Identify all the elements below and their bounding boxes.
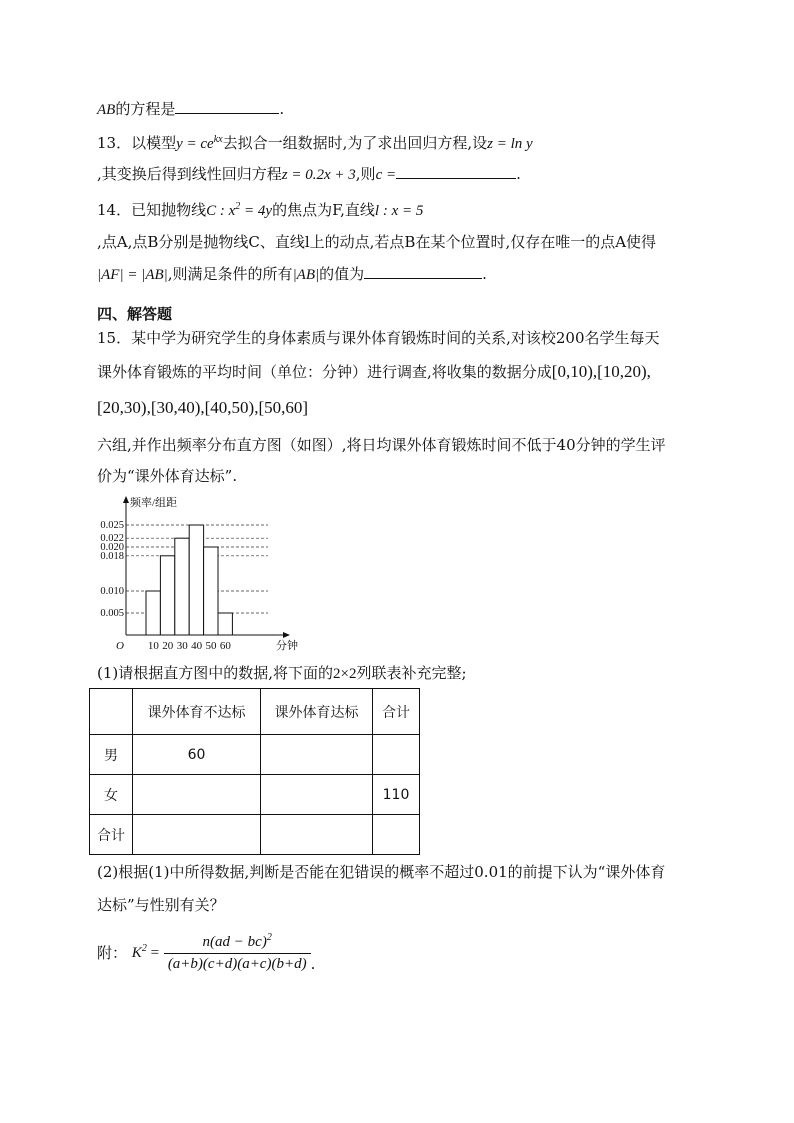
p13-text2: 去拟合一组数据时,为了求出回归方程,设: [222, 134, 488, 152]
y-tick-label-3: 0.018: [100, 550, 124, 562]
p13-line2: ,其变换后得到线性回归方程z = 0.2x + 3,则c = .: [97, 165, 521, 183]
bar-10-20: [160, 556, 174, 635]
table-cell: 女: [90, 775, 133, 815]
p14-ab: |AB|: [292, 267, 320, 283]
table-header-row: [90, 689, 420, 735]
table-cell[interactable]: [133, 775, 261, 815]
p14-number: 14．: [97, 201, 132, 219]
p15-line3: [97, 397, 308, 419]
y-tick-label-1: 0.022: [100, 533, 124, 545]
p13-text3: ,其变换后得到线性回归方程: [97, 165, 282, 183]
bar-50-60: [218, 613, 232, 635]
x-axis-arrow: [283, 632, 290, 638]
p14-text5: 的值为: [319, 265, 365, 283]
p14-parabola: C : $x^2 = 4y$: [206, 201, 273, 219]
section-title: 四、解答题: [97, 305, 173, 323]
p15-q2-text2: 达标”与性别有关？: [97, 896, 225, 914]
p15-q1-text2: 列联表补充完整;: [356, 664, 467, 682]
p14-line1: [97, 196, 423, 222]
p12-tail: AB的方程是 .: [97, 100, 285, 118]
p12-text: 的方程是: [115, 100, 176, 118]
p14-answer-blank[interactable]: [364, 264, 482, 279]
p15-line1: [97, 327, 660, 349]
x-axis-label: 分钟: [276, 640, 298, 652]
p14-line-eq: l : x = 5: [374, 203, 424, 219]
appendix-label: 附：: [97, 944, 128, 962]
p15-text4: 六组,并作出频率分布直方图（如图）,将日均课外体育锻炼时间不低于40分钟的学生评: [97, 436, 666, 454]
x-tick-label-30: 30: [176, 640, 188, 652]
x-tick-label-50: 50: [205, 640, 217, 652]
p13-text: 以模型: [131, 134, 177, 152]
p14-text: 已知抛物线: [131, 201, 207, 219]
p15-q2-line1: [97, 861, 665, 883]
x-tick-label-20: 20: [162, 640, 174, 652]
p15-intervals-b: [20,30),[30,40),[40,50),[50,60]: [97, 398, 309, 417]
k2-fraction: [164, 932, 311, 973]
table-cell[interactable]: [373, 815, 420, 855]
y-tick-label-0: 0.025: [100, 520, 124, 531]
table-row: [90, 815, 420, 855]
y-axis-label: 频率/组距: [130, 497, 178, 509]
table-cell[interactable]: [261, 815, 373, 855]
p15-q1-text: (1)请根据直方图中的数据,将下面的: [97, 664, 334, 682]
x-tick-label-10: 10: [147, 640, 159, 652]
y-axis-arrow: [123, 496, 129, 503]
p15-number: 15．: [97, 329, 132, 347]
y-tick-label-5: 0.005: [100, 608, 124, 619]
k2-symbol: $K^2$ =: [131, 943, 160, 961]
table-cell[interactable]: 110: [373, 775, 420, 815]
p13-reg: z = 0.2x + 3: [281, 167, 356, 183]
p15-q2-line2: [97, 894, 225, 916]
p15-q1-dim: 2×2: [333, 666, 357, 682]
appendix-formula: [97, 932, 315, 973]
x-tick-label-60: 60: [219, 640, 231, 652]
table-cell: 合计: [90, 815, 133, 855]
table-cell[interactable]: [373, 735, 420, 775]
p14-line2: [97, 231, 656, 253]
formula-period: .: [310, 955, 316, 973]
p14-text3: ,点A,点B分别是抛物线C、直线l上的动点,若点B在某个位置时,仅存在唯一的点A使得: [97, 233, 657, 251]
p15-line2: [97, 361, 651, 383]
fraction-numerator: n(ad − bc)$^2$: [202, 932, 272, 950]
p15-q2-text1: (2)根据(1)中所得数据,判断是否能在犯错误的概率不超过0.01的前提下认为“课外体育: [97, 863, 666, 881]
p15-q1: [97, 662, 467, 685]
origin-label: O: [116, 640, 124, 652]
p12-answer-blank[interactable]: [175, 99, 279, 114]
table-cell: 男: [90, 735, 133, 775]
p15-line5: [97, 465, 237, 487]
p14-eq: |AF| = |AB|: [97, 267, 168, 283]
frequency-histogram: [90, 492, 305, 657]
p15-text2: 课外体育锻炼的平均时间（单位：分钟）进行调查,将收集的数据分成: [97, 363, 552, 381]
p13-answer-blank[interactable]: [396, 164, 516, 179]
bar-0-10: [146, 591, 160, 635]
p13-sub: z = ln y: [487, 136, 533, 152]
bar-30-40: [189, 525, 203, 635]
p15-line4: [97, 434, 666, 456]
x-tick-label-40: 40: [191, 640, 203, 652]
table-header-cell: 课外体育不达标: [133, 689, 261, 735]
table-row: [90, 735, 420, 775]
table-row: [90, 775, 420, 815]
table-cell[interactable]: [261, 735, 373, 775]
table-header-cell: 合计: [373, 689, 420, 735]
p15-intervals-a: [0,10),[10,20),: [551, 362, 651, 381]
fraction-denominator: (a+b)(c+d)(a+c)(b+d): [164, 953, 311, 973]
p13-number: 13．: [97, 134, 132, 152]
bar-40-50: [204, 547, 218, 635]
table-cell[interactable]: [133, 815, 261, 855]
p13-model: $y = ce^{kx}$: [176, 134, 223, 152]
y-tick-label-2: 0.020: [100, 542, 124, 553]
y-tick-label-4: 0.010: [100, 586, 124, 597]
p14-text4: ,则满足条件的所有: [167, 265, 293, 283]
bar-20-30: [175, 538, 189, 635]
p15-text5: 价为“课外体育达标”.: [97, 467, 238, 485]
p14-line3: |AF| = |AB|,则满足条件的所有|AB|的值为 .: [97, 265, 487, 283]
contingency-table: [89, 688, 420, 855]
p13-text4: ,则: [355, 165, 376, 183]
table-header-cell: 课外体育达标: [261, 689, 373, 735]
table-header-cell: [90, 689, 133, 735]
table-cell[interactable]: 60: [133, 735, 261, 775]
p13-line1: [97, 129, 533, 155]
p14-text2: 的焦点为F,直线: [272, 201, 375, 219]
table-cell[interactable]: [261, 775, 373, 815]
p15-text1: 某中学为研究学生的身体素质与课外体育锻炼时间的关系,对该校200名学生每天: [131, 329, 660, 347]
p13-c: c =: [375, 167, 397, 183]
p12-ab: AB: [97, 102, 116, 118]
